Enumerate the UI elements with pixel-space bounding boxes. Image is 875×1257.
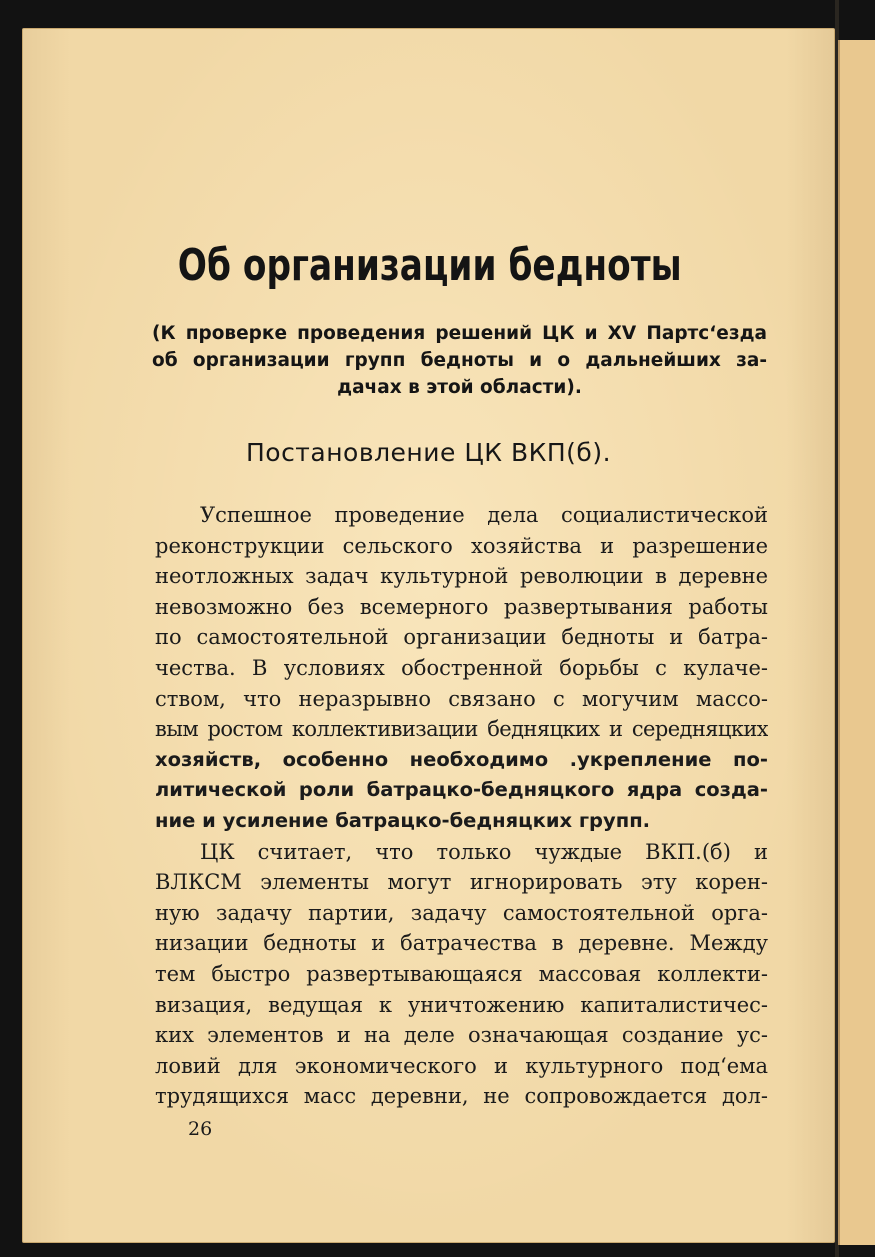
body-line: трудящихся масс деревни, не сопровождается дол-	[155, 1084, 768, 1109]
body-line: ЦК считает, что только чуждые ВКП.(б) и	[200, 839, 768, 864]
body-line: по самостоятельной организации бедноты и батра-	[155, 625, 768, 650]
subtitle-line: (К проверке проведения решений ЦК и XV Партс‘езда	[152, 323, 767, 344]
body-line: невозможно без всемерного развертывания работы	[155, 594, 768, 619]
page-number: 26	[188, 1118, 213, 1140]
body-line: ную задачу партии, задачу самостоятельной орга-	[155, 900, 768, 925]
decree-heading: Постановление ЦК ВКП(б).	[245, 438, 612, 467]
book-page	[22, 28, 835, 1243]
body-line: литической роли батрацко-бедняцкого ядра созда-	[155, 778, 768, 802]
subtitle	[152, 320, 767, 401]
body-line: ких элементов и на деле означающая создание ус-	[155, 1023, 768, 1048]
body-line: визация, ведущая к уничтожению капиталистичес-	[155, 992, 768, 1017]
body-line: низации бедноты и батрачества в деревне. Между	[155, 931, 768, 956]
body-line: ВЛКСМ элементы могут игнорировать эту корен-	[155, 870, 768, 895]
body-line: Успешное проведение дела социалистической	[200, 503, 768, 527]
body-line: ством, что неразрывно связано с могучим массо-	[155, 686, 768, 711]
body-line: чества. В условиях обостренной борьбы с кулаче-	[155, 655, 768, 680]
body-line: неотложных задач культурной революции в деревне	[155, 564, 768, 589]
body-line: реконструкции сельского хозяйства и разрешение	[155, 533, 768, 558]
body-line: хозяйств, особенно необходимо .укрепление по-	[155, 747, 768, 771]
subtitle-line: дачах в этой области).	[337, 377, 582, 398]
body-line: тем быстро развертывающаяся массовая коллекти-	[155, 961, 768, 986]
body-line: ние и усиление батрацко-бедняцких групп.	[155, 808, 651, 832]
body-line: вым ростом коллективизации бедняцких и середняцких	[155, 717, 768, 742]
body-line: ловий для экономического и культурного под‘ема	[155, 1053, 768, 1078]
page-title: Об организации бедноты	[177, 240, 682, 291]
subtitle-line: об организации групп бедноты и о дальнейших за-	[152, 350, 767, 371]
body-text	[155, 500, 768, 1112]
adjacent-page-edge	[838, 40, 875, 1245]
